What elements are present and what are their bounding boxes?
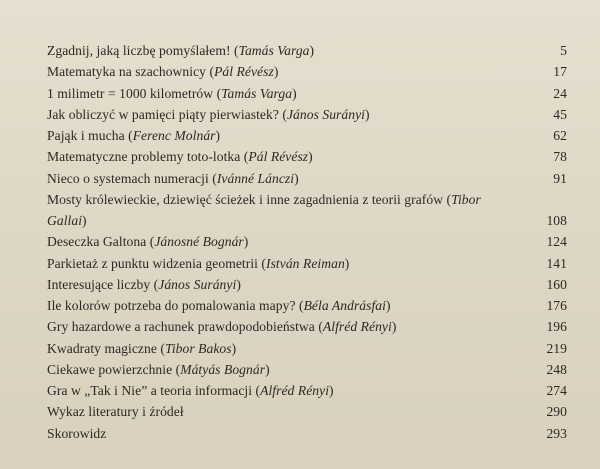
- toc-entry-author: Pál Révész: [248, 149, 309, 165]
- toc-entry-author: Tibor Gallai: [47, 191, 481, 228]
- toc-entry-author: Mátyás Bognár: [180, 361, 266, 377]
- toc-entry: [47, 253, 567, 274]
- toc-entry: [47, 40, 567, 61]
- toc-entry: [47, 125, 567, 146]
- toc-entry-author: Tibor Bakos: [164, 340, 232, 356]
- toc-entry-author: Alfréd Rényi: [322, 319, 392, 335]
- toc-entry: [47, 83, 567, 104]
- toc-entry-text: [47, 316, 512, 337]
- toc-entry-page: 290: [546, 404, 567, 420]
- toc-entry-text: [47, 274, 512, 295]
- toc-entry: [47, 338, 567, 359]
- toc-entry-page: 196: [546, 319, 567, 335]
- toc-entry-title: Wykaz literatury i źródeł: [47, 404, 184, 420]
- toc-entry-text: [47, 61, 512, 82]
- toc-entry-title: Parkietaż z punktu widzenia geometrii (: [47, 255, 266, 271]
- toc-entry-text: [47, 231, 512, 252]
- toc-entry-close: ): [309, 43, 315, 58]
- toc-entry-close: ): [385, 298, 391, 313]
- toc-entry-title: Deseczka Galtona (: [47, 234, 155, 250]
- toc-entry-author: János Surányi: [158, 276, 237, 292]
- toc-entry: [47, 380, 567, 401]
- toc-entry-page: 124: [546, 234, 567, 250]
- toc-entry-text: [47, 253, 512, 274]
- toc-entry-close: ): [308, 149, 313, 165]
- toc-entry-close: ): [273, 64, 279, 80]
- toc-entry-title: Skorowidz: [47, 425, 107, 441]
- toc-entry-close: ): [231, 340, 237, 356]
- toc-entry-text: [47, 189, 517, 232]
- toc-entry: [47, 61, 567, 82]
- table-of-contents: [47, 40, 567, 444]
- toc-entry-title: Interesujące liczby (: [47, 276, 159, 292]
- toc-entry: [47, 359, 567, 380]
- toc-entry-title: Gry hazardowe a rachunek prawdopodobieństwa (: [47, 319, 323, 335]
- toc-entry-text: [47, 40, 512, 61]
- toc-entry-author: Ferenc Molnár: [132, 128, 216, 143]
- toc-entry-title: Ciekawe powierzchnie (: [47, 361, 181, 377]
- toc-entry-page: 5: [560, 43, 567, 58]
- toc-entry-text: [47, 83, 512, 104]
- toc-entry-page: 160: [546, 276, 567, 292]
- toc-entry-text: [47, 380, 512, 401]
- toc-entry-title: Matematyka na szachownicy (: [47, 64, 215, 80]
- toc-entry-title: Gra w „Tak i Nie” a teoria informacji (: [47, 383, 261, 398]
- toc-entry-page: 219: [546, 340, 567, 356]
- toc-entry-page: 108: [546, 213, 567, 228]
- toc-entry-title: Jak obliczyć w pamięci piąty pierwiastek? (: [47, 106, 287, 122]
- toc-entry-author: János Surányi: [286, 106, 366, 122]
- toc-entry-close: ): [236, 276, 241, 292]
- toc-entry-page: 274: [546, 383, 567, 398]
- toc-entry-text: [47, 168, 512, 189]
- toc-entry: [47, 274, 567, 295]
- toc-entry-page: 293: [546, 425, 567, 441]
- toc-entry-close: ): [391, 319, 397, 335]
- toc-entry: [47, 189, 567, 232]
- toc-entry-close: ): [82, 213, 87, 228]
- toc-entry-author: Jánosné Bognár: [154, 234, 244, 250]
- toc-entry-title: Matematyczne problemy toto-lotka (: [47, 149, 249, 165]
- toc-entry: [47, 168, 567, 189]
- toc-entry: [47, 104, 567, 125]
- toc-entry-text: [47, 146, 512, 167]
- toc-entry: [47, 146, 567, 167]
- toc-entry-page: 248: [546, 361, 567, 377]
- toc-entry-text: [47, 338, 512, 359]
- toc-entry-page: 45: [553, 106, 567, 122]
- toc-entry-text: [47, 423, 512, 444]
- toc-entry-text: [47, 104, 512, 125]
- toc-entry-page: 141: [546, 255, 567, 271]
- toc-entry-page: 176: [546, 298, 567, 313]
- toc-entry-author: Alfréd Rényi: [260, 383, 330, 398]
- toc-entry: [47, 295, 567, 316]
- toc-entry-page: 78: [553, 149, 567, 165]
- toc-entry: [47, 231, 567, 252]
- toc-entry-page: 17: [553, 64, 567, 80]
- toc-entry-text: [47, 359, 512, 380]
- toc-entry-title: Mosty królewieckie, dziewięć ścieżek i inne zagadnienia z teorii grafów (: [47, 191, 452, 207]
- toc-entry-close: ): [294, 170, 299, 186]
- toc-entry-author: Ivánné Lánczi: [216, 170, 295, 186]
- toc-entry-title: Nieco o systemach numeracji (: [47, 170, 217, 186]
- toc-entry-page: 91: [553, 170, 567, 186]
- toc-entry-author: István Reiman: [266, 255, 345, 271]
- toc-entry-title: Ile kolorów potrzeba do pomalowania mapy? (: [47, 298, 304, 313]
- toc-entry-title: 1 milimetr = 1000 kilometrów (: [47, 85, 222, 101]
- toc-entry-author: Béla Andrásfai: [303, 298, 386, 313]
- toc-entry-title: Kwadraty magiczne (: [47, 340, 165, 356]
- toc-entry-close: ): [292, 85, 297, 101]
- toc-entry: [47, 401, 567, 422]
- toc-entry: [47, 423, 567, 444]
- toc-entry-close: ): [215, 128, 221, 143]
- toc-entry-close: ): [243, 234, 249, 250]
- toc-entry-author: Pál Révész: [214, 64, 274, 80]
- toc-entry-close: ): [365, 106, 370, 122]
- toc-entry-title: Pająk i mucha (: [47, 128, 133, 143]
- toc-entry-title: Zgadnij, jaką liczbę pomyślałem! (: [47, 43, 239, 58]
- toc-entry-page: 62: [553, 128, 567, 143]
- toc-entry-text: [47, 401, 512, 422]
- toc-entry-close: ): [265, 361, 270, 377]
- toc-entry-author: Tamás Varga: [238, 43, 310, 58]
- toc-entry-text: [47, 295, 512, 316]
- toc-entry: [47, 316, 567, 337]
- toc-entry-text: [47, 125, 512, 146]
- toc-entry-close: ): [344, 255, 350, 271]
- toc-entry-author: Tamás Varga: [221, 85, 293, 101]
- toc-entry-close: ): [329, 383, 334, 398]
- toc-entry-page: 24: [553, 85, 567, 101]
